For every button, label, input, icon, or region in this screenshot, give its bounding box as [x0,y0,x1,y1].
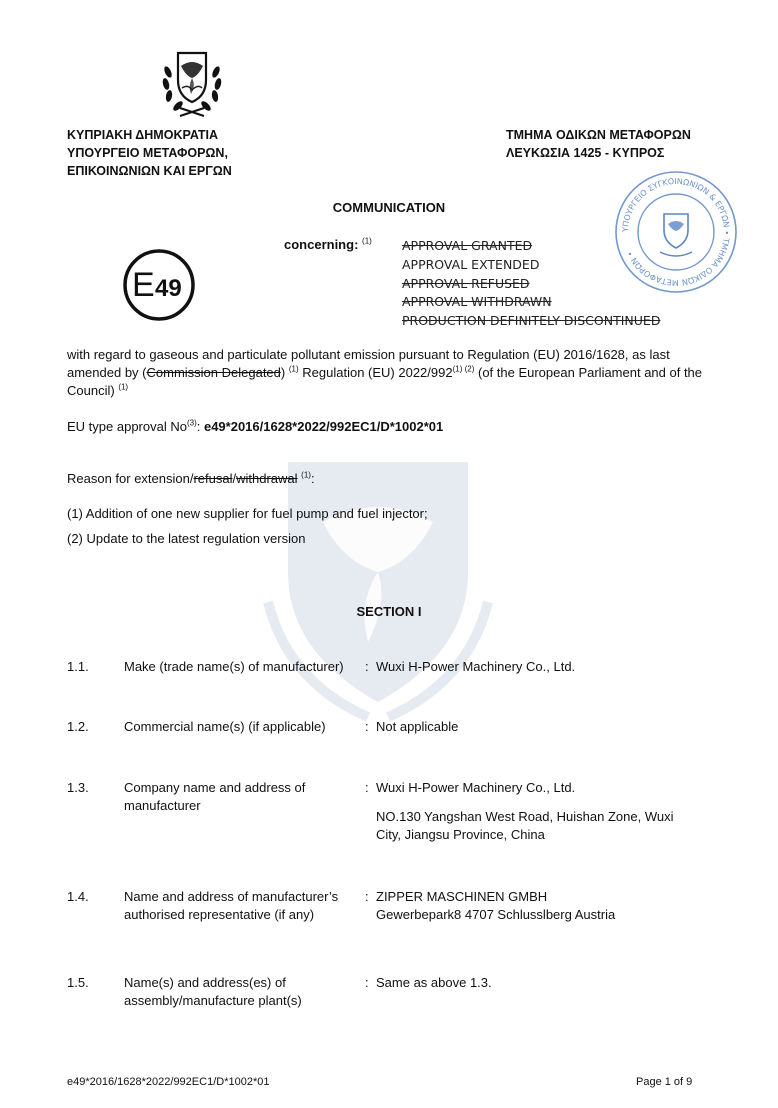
status-option-extended: APPROVAL EXTENDED [402,256,540,272]
header-left-line: ΕΠΙΚΟΙΝΩΝΙΩΝ ΚΑΙ ΕΡΓΩΝ [67,164,232,178]
status-option-discontinued: PRODUCTION DEFINITELY DISCONTINUED [402,313,661,329]
approval-label: EU type approval No [67,419,187,434]
regard-struck-text: Commission Delegated [146,365,281,380]
status-option-granted: APPROVAL GRANTED [402,238,533,253]
status-option-refused: APPROVAL REFUSED [402,275,530,291]
header-left-line: ΥΠΟΥΡΓΕΙΟ ΜΕΤΑΦΟΡΩΝ, [67,146,228,160]
footnote-ref: (1) (2) [452,364,475,374]
reason-struck-withdrawal: withdrawal [236,471,298,486]
document-title: COMMUNICATION [332,200,446,215]
footnote-ref: (3) [186,418,197,428]
field-number: 1.4. [67,889,89,904]
mark-number: 49 [155,275,182,302]
approval-separator: : [196,419,204,434]
field-value: Same as above 1.3. [376,975,492,990]
reason-heading [67,470,717,488]
field-number: 1.3. [67,780,89,795]
e49-approval-mark [122,248,196,322]
field-label: Name(s) and address(es) of assembly/manufacture plant(s) [124,975,302,1008]
reason-item: (1) Addition of one new supplier for fuel pump and fuel injector; [67,506,428,521]
reason-struck-refusal: refusal [193,471,233,486]
regard-text-4: (of the European Parliament and of the Council) [67,365,703,398]
footer-document-id: e49*2016/1628*2022/992EC1/D*1002*01 [67,1076,270,1088]
field-label: Make (trade name(s) of manufacturer) [124,659,344,674]
status-option-withdrawn: APPROVAL WITHDRAWN [402,294,552,310]
reason-slash: / [232,471,237,486]
field-value: NO.130 Yangshan West Road, Huishan Zone, Wuxi City, Jiangsu Province, China [376,809,674,842]
footnote-ref: (1) [301,470,311,480]
watermark-emblem [228,452,528,732]
approval-number: e49*2016/1628*2022/992EC1/D*1002*01 [203,419,444,434]
field-colon: : [365,780,369,795]
header-ministry [67,126,232,180]
field-value: Wuxi H-Power Machinery Co., Ltd. [376,659,576,674]
field-colon: : [365,659,369,674]
field-colon: : [365,889,369,904]
coat-of-arms-emblem [158,50,226,120]
field-label: Name and address of manufacturer’s authorised representative (if any) [124,889,339,922]
approval-status-list [402,237,660,331]
field-value: Wuxi H-Power Machinery Co., Ltd. [376,780,576,795]
field-colon: : [365,719,369,734]
field-value: Not applicable [376,719,459,734]
field-label: Company name and address of manufacturer [124,780,306,813]
concerning-text: concerning: [284,237,359,252]
field-colon: : [365,975,369,990]
footnote-ref: (1) [288,364,299,374]
header-right-line: ΛΕΥΚΩΣΙΑ 1425 - ΚΥΠΡΟΣ [506,146,665,160]
mark-letter: E [132,266,155,304]
field-value: ZIPPER MASCHINEN GMBH Gewerbepark8 4707 Schlusslberg Austria [376,889,616,922]
field-number: 1.1. [67,659,89,674]
type-approval-line [67,418,717,436]
regard-text-2: ) [280,365,286,380]
reason-colon: : [310,471,315,486]
field-value-block [376,779,701,844]
field-label: Commercial name(s) (if applicable) [124,719,326,734]
footnote-ref: (1) [362,236,372,246]
header-department [506,126,691,162]
concerning-label [284,237,372,252]
header-right-line: ΤΜΗΜΑ ΟΔΙΚΩΝ ΜΕΤΑΦΟΡΩΝ [506,128,691,142]
field-number: 1.2. [67,719,89,734]
footer-page-number: Page 1 of 9 [636,1076,693,1088]
reason-item: (2) Update to the latest regulation version [67,531,306,546]
field-number: 1.5. [67,975,89,990]
reason-text: Reason for extension/ [67,471,194,486]
regulation-paragraph [67,346,717,400]
stamp-text: ΥΠΟΥΡΓΕΙΟ ΣΥΓΚΟΙΝΩΝΙΩΝ & ΕΡΓΩΝ • ΤΜΗΜΑ ΟΔΙΚΩΝ ΜΕΤΑΦΟΡΩΝ • [620,176,732,288]
section-title: SECTION I [356,604,422,619]
regard-text-1: with regard to gaseous and particulate pollutant emission pursuant to Regulation (EU) 2016/1628, as last amended by ( [67,347,670,380]
header-left-line: ΚΥΠΡΙΑΚΗ ΔΗΜΟΚΡΑΤΙΑ [67,128,219,142]
regard-text-3: Regulation (EU) 2022/992 [298,365,453,380]
footnote-ref: (1) [118,382,129,392]
